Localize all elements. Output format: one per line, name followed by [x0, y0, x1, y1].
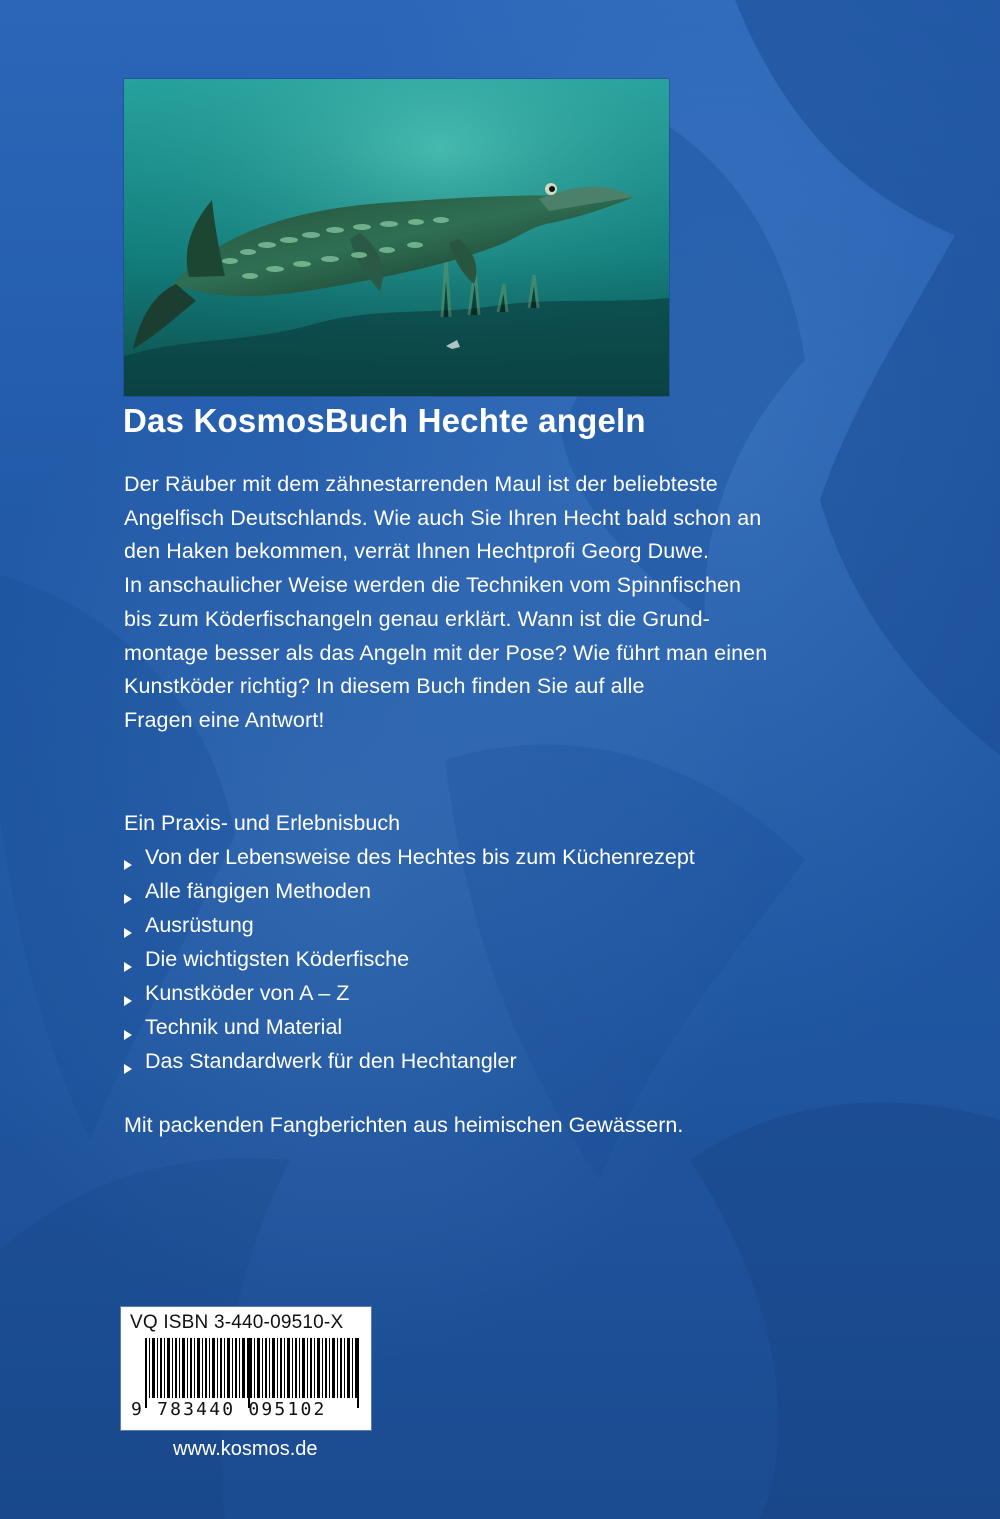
- barcode-bars: [145, 1338, 359, 1398]
- feature-item: [124, 1044, 884, 1078]
- triangle-bullet-icon: [124, 928, 132, 938]
- feature-item-text: Von der Lebensweise des Hechtes bis zum Küchenrezept: [145, 845, 695, 869]
- cover-photo: [124, 79, 669, 396]
- barcode-guard-center: [248, 1338, 250, 1408]
- description-line: bis zum Köderfischangeln genau erklärt. Wann ist die Grund-: [124, 606, 710, 631]
- triangle-bullet-icon: [124, 894, 132, 904]
- triangle-bullet-icon: [124, 962, 132, 972]
- feature-item-text: Technik und Material: [145, 1015, 343, 1039]
- description-line: den Haken bekommen, verrät Ihnen Hechtprofi Georg Duwe.: [124, 539, 710, 564]
- triangle-bullet-icon: [124, 996, 132, 1006]
- book-title: Das KosmosBuch Hechte angeln: [123, 402, 646, 439]
- description-line: Angelfisch Deutschlands. Wie auch Sie Ihren Hecht bald schon an: [124, 505, 762, 530]
- description-line: In anschaulicher Weise werden die Techniken vom Spinnfischen: [124, 573, 742, 598]
- feature-item: [124, 874, 884, 908]
- feature-item: [124, 840, 884, 874]
- feature-item-text: Ausrüstung: [145, 913, 254, 937]
- book-description: [124, 468, 884, 738]
- description-line: montage besser als das Angeln mit der Pose? Wie führt man einen: [124, 640, 768, 665]
- isbn-text: VQ ISBN 3-440-09510-X: [130, 1312, 344, 1333]
- feature-item: [124, 942, 884, 976]
- feature-item-text: Das Standardwerk für den Hechtangler: [145, 1049, 517, 1073]
- isbn-barcode: [120, 1306, 372, 1431]
- publisher-website: www.kosmos.de: [173, 1438, 318, 1460]
- feature-item: [124, 908, 884, 942]
- feature-item-text: Kunstköder von A – Z: [145, 981, 350, 1005]
- feature-list-heading: Ein Praxis- und Erlebnisbuch: [124, 811, 401, 835]
- feature-list: [124, 806, 884, 1078]
- triangle-bullet-icon: [124, 1030, 132, 1040]
- feature-item: [124, 1010, 884, 1044]
- closing-text: Mit packenden Fangberichten aus heimischen Gewässern.: [124, 1113, 684, 1137]
- description-line: Der Räuber mit dem zähnestarrenden Maul ist der beliebteste: [124, 472, 718, 496]
- barcode-guard-left: [145, 1338, 147, 1408]
- description-line: Fragen eine Antwort!: [124, 707, 325, 732]
- feature-item: [124, 976, 884, 1010]
- feature-item-text: Alle fängigen Methoden: [145, 879, 371, 903]
- feature-item-text: Die wichtigsten Köderfische: [145, 947, 410, 971]
- feature-items: [124, 840, 884, 1078]
- barcode-digits: 9 783440 095102: [131, 1399, 327, 1420]
- description-line: Kunstköder richtig? In diesem Buch finden Sie auf alle: [124, 674, 645, 699]
- pike-fish-photo: [124, 79, 669, 396]
- triangle-bullet-icon: [124, 1064, 132, 1074]
- barcode-guard-right: [357, 1338, 359, 1408]
- triangle-bullet-icon: [124, 860, 132, 870]
